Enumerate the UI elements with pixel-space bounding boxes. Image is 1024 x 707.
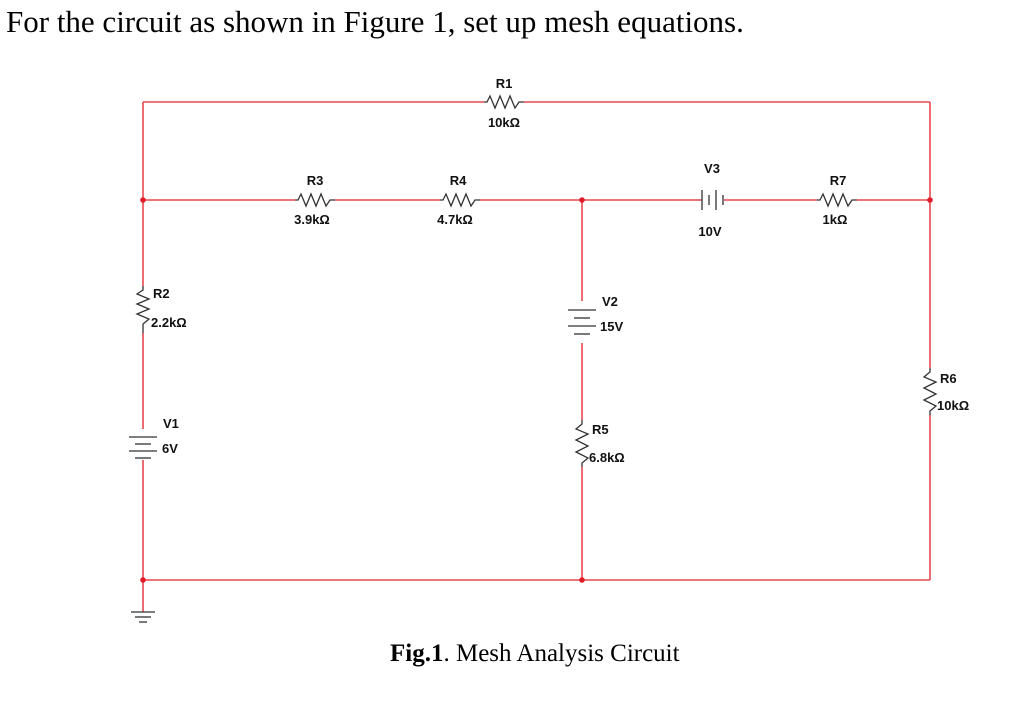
label-r7-value: 1kΩ: [822, 212, 848, 227]
question-text: For the circuit as shown in Figure 1, set up mesh equations.: [6, 4, 744, 39]
label-r6-value: 10kΩ: [937, 398, 970, 413]
junction-dot: [579, 577, 585, 583]
junction-dot: [140, 577, 146, 583]
resistor-r4: [440, 194, 480, 206]
resistor-r5: [576, 420, 588, 467]
figure-caption: [390, 640, 680, 668]
resistor-r7: [817, 194, 857, 206]
resistor-r3: [295, 194, 335, 206]
label-r3-name: R3: [306, 173, 324, 188]
label-r4-name: R4: [449, 173, 467, 188]
junction-dot: [140, 197, 146, 203]
label-v1-name: V1: [163, 416, 179, 431]
label-r4-value: 4.7kΩ: [437, 212, 473, 227]
figure-number: Fig.1: [390, 640, 444, 667]
label-r7-name: R7: [829, 173, 847, 188]
battery-v1: [129, 437, 157, 458]
label-v2-name: V2: [602, 294, 618, 309]
junction-dot: [927, 197, 933, 203]
label-v3-name: V3: [704, 161, 720, 176]
resistor-r2: [137, 286, 149, 333]
label-r1-value: 10kΩ: [487, 115, 521, 130]
ground-icon: [131, 612, 155, 622]
label-r5-value: 6.8kΩ: [589, 450, 625, 465]
label-r5-name: R5: [592, 422, 609, 437]
label-r1-name: R1: [495, 76, 513, 91]
figure-caption-text: . Mesh Analysis Circuit: [443, 640, 680, 667]
resistor-r6: [924, 368, 936, 415]
label-r3-value: 3.9kΩ: [294, 212, 330, 227]
junction-nodes: [140, 197, 933, 583]
battery-v2: [568, 310, 596, 334]
label-v3-value: 10V: [698, 224, 722, 239]
junction-dot: [579, 197, 585, 203]
label-r6-name: R6: [940, 371, 957, 386]
wires: [143, 102, 930, 612]
battery-v3: [702, 190, 723, 210]
label-v1-value: 6V: [162, 441, 178, 456]
label-r2-value: 2.2kΩ: [151, 315, 187, 330]
resistor-r1: [484, 96, 524, 108]
label-v2-value: 15V: [600, 319, 624, 334]
label-r2-name: R2: [153, 286, 170, 301]
